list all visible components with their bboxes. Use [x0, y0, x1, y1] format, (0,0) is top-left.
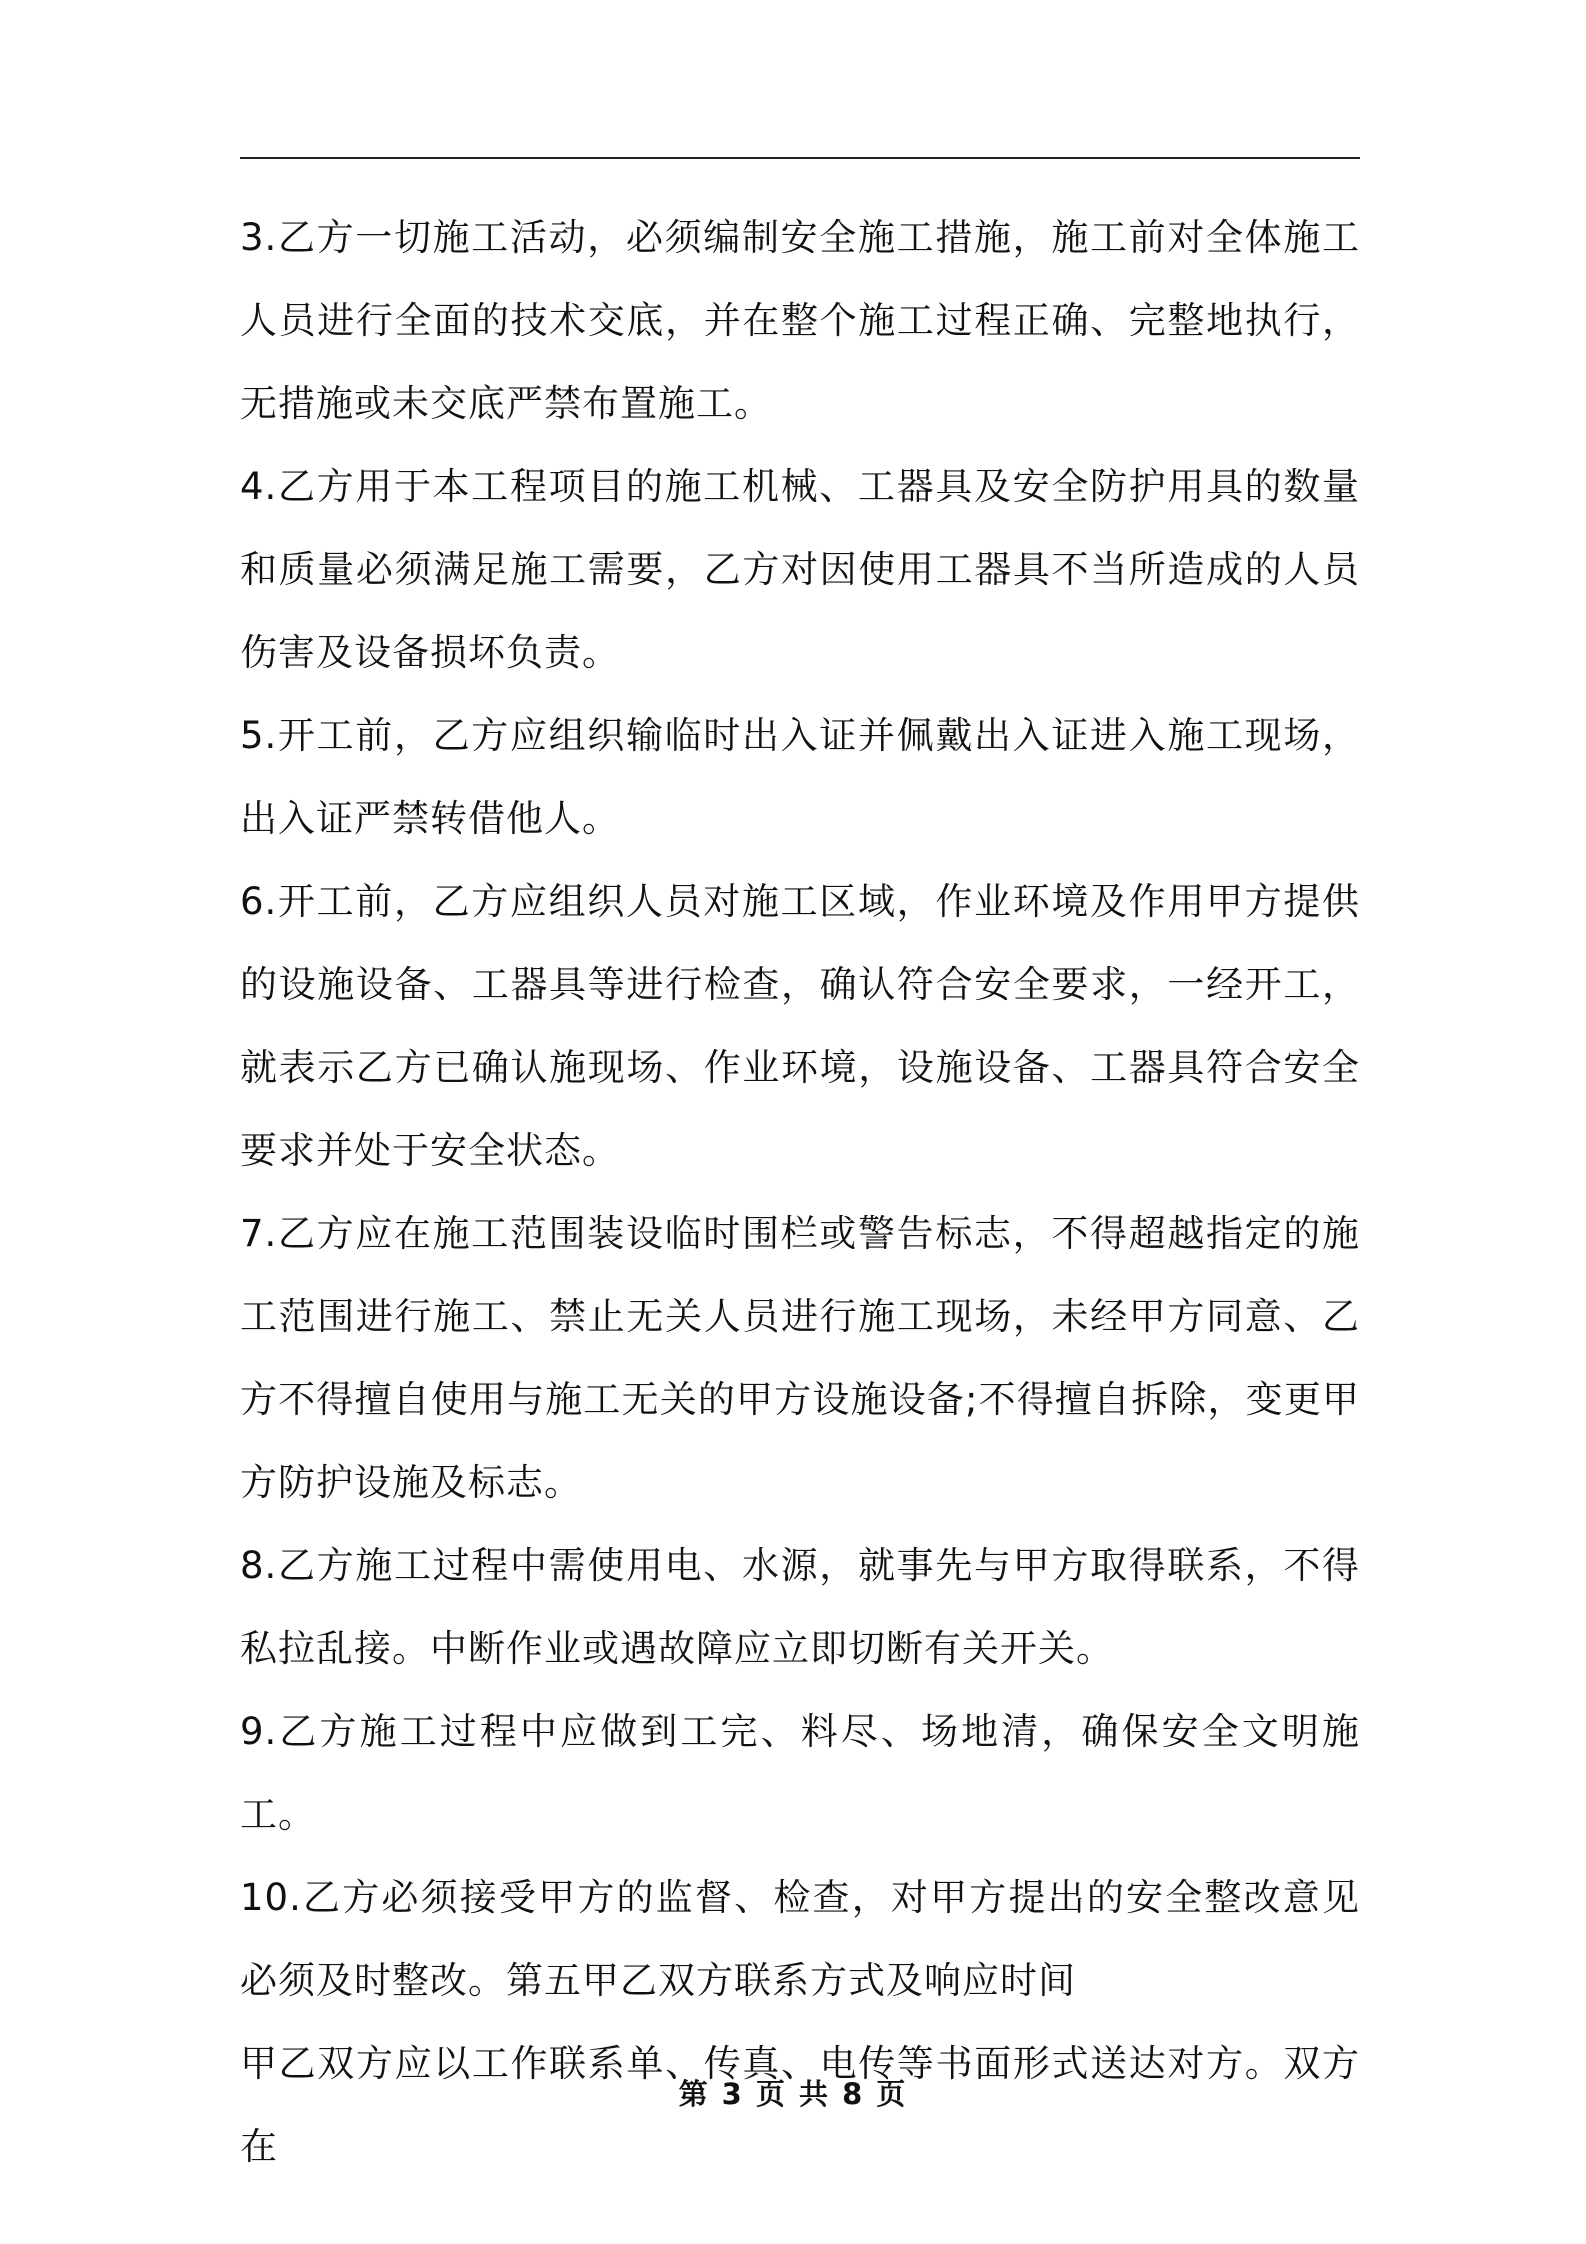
paragraph-item-6: 6.开工前，乙方应组织人员对施工区域，作业环境及作用甲方提供的设施设备、工器具等进行检查，确认符合安全要求，一经开工，就表示乙方已确认施现场、作业环境，设施设备、工器具符合安全要求并处于安全状态。 [240, 880, 1360, 1172]
paragraph-item-10: 10.乙方必须接受甲方的监督、检查，对甲方提出的安全整改意见必须及时整改。第五甲乙双方联系方式及响应时间 [240, 1876, 1360, 2002]
paragraph-contact: 甲乙双方应以工作联系单、传真、电传等书面形式送达对方。双方在 [240, 2042, 1360, 2168]
paragraph-item-4: 4.乙方用于本工程项目的施工机械、工器具及安全防护用具的数量和质量必须满足施工需要，乙方对因使用工器具不当所造成的人员伤害及设备损坏负责。 [240, 465, 1360, 674]
paragraph-item-7: 7.乙方应在施工范围装设临时围栏或警告标志，不得超越指定的施工范围进行施工、禁止无关人员进行施工现场，未经甲方同意、乙方不得擅自使用与施工无关的甲方设施设备;不得擅自拆除，变更甲方防护设施及标志。 [240, 1212, 1360, 1504]
page-number: 第 3 页 共 8 页 [678, 2077, 908, 2111]
paragraph-item-8: 8.乙方施工过程中需使用电、水源，就事先与甲方取得联系，不得私拉乱接。中断作业或遇故障应立即切断有关开关。 [240, 1544, 1360, 1670]
document-body [240, 196, 1360, 2188]
paragraph-item-9: 9.乙方施工过程中应做到工完、料尽、场地清，确保安全文明施工。 [240, 1710, 1360, 1836]
header-rule [240, 157, 1360, 159]
paragraph-item-3: 3.乙方一切施工活动，必须编制安全施工措施，施工前对全体施工人员进行全面的技术交底，并在整个施工过程正确、完整地执行，无措施或未交底严禁布置施工。 [240, 216, 1360, 425]
paragraph-item-5: 5.开工前，乙方应组织输临时出入证并佩戴出入证进入施工现场，出入证严禁转借他人。 [240, 714, 1360, 840]
